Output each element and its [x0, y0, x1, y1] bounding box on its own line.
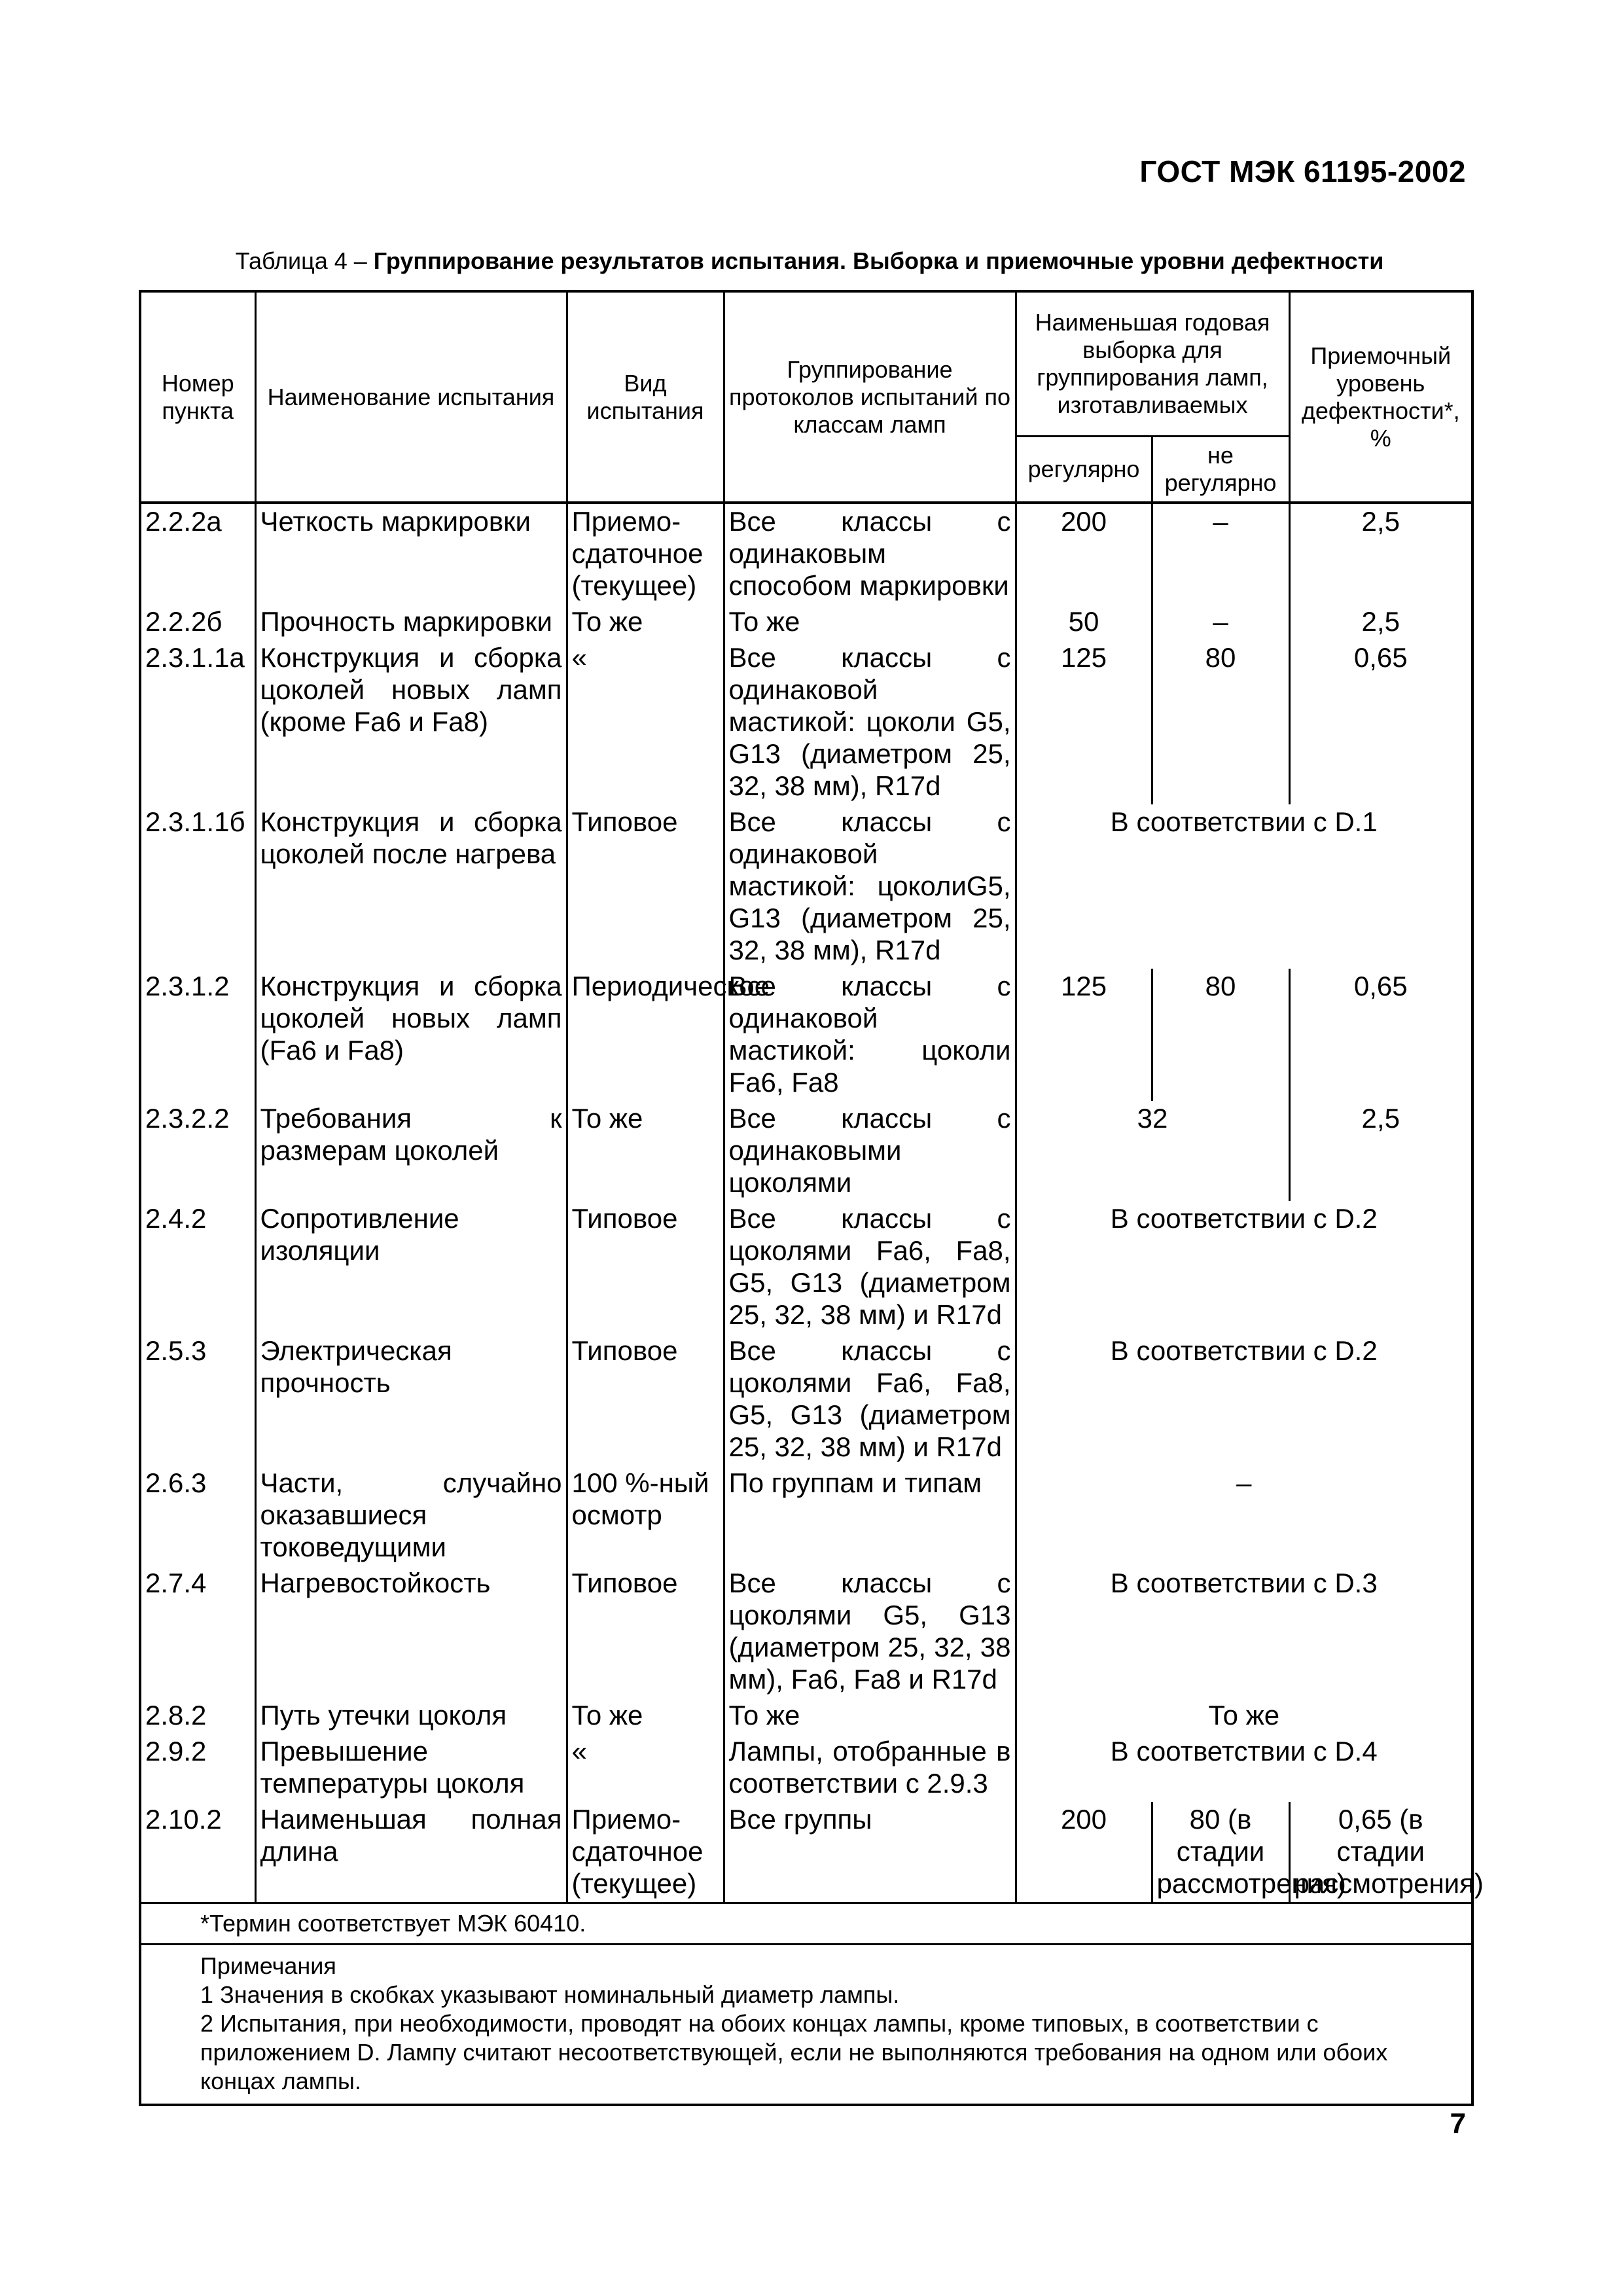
cell-type: Приемо-сдаточное (текущее) — [567, 503, 724, 604]
cell-aql: 0,65 — [1289, 969, 1472, 1101]
cell-type: То же — [567, 1698, 724, 1734]
cell-type: Приемо-сдаточное (текущее) — [567, 1802, 724, 1903]
results-table — [139, 290, 1484, 2106]
header-regular: регулярно — [1016, 437, 1152, 503]
note-1: 1 Значения в скобках указывают номинальный диаметр лампы. — [200, 1981, 900, 2008]
header-aql: Приемочный уровень дефектности*, % — [1289, 291, 1472, 503]
cell-number: 2.5.3 — [140, 1333, 255, 1465]
cell-regular: 125 — [1016, 640, 1152, 804]
cell-merged-conformity: В соответствии с D.2 — [1016, 1333, 1472, 1465]
cell-name: Четкость маркировки — [255, 503, 567, 604]
cell-name: Требования к размерам цоколей — [255, 1101, 567, 1201]
cell-name: Конструкция и сборка цоколей после нагрева — [255, 804, 567, 969]
header-irregular: не регулярно — [1152, 437, 1289, 503]
cell-aql: 2,5 — [1289, 503, 1472, 604]
cell-regular: 200 — [1016, 503, 1152, 604]
cell-type: То же — [567, 604, 724, 640]
header-number: Номер пункта — [140, 291, 255, 503]
cell-aql: 0,65 (в стадии рассмотрения) — [1289, 1802, 1472, 1903]
cell-merged-conformity: То же — [1016, 1698, 1472, 1734]
cell-name: Превышение температуры цоколя — [255, 1734, 567, 1802]
cell-type: Типовое — [567, 804, 724, 969]
table-notes — [140, 1945, 1472, 2106]
cell-number: 2.7.4 — [140, 1566, 255, 1698]
note-2: 2 Испытания, при необходимости, проводят на обоих концах лампы, кроме типовых, в соответствии с приложением D. Лампу считают несоответствующей, если не выполняются требования на одном или обоих концах лампы. — [200, 2010, 1388, 2094]
cell-name: Прочность маркировки — [255, 604, 567, 640]
cell-aql: 0,65 — [1289, 640, 1472, 804]
caption-title: Группирование результатов испытания. Выборка и приемочные уровни дефектности — [373, 247, 1384, 274]
cell-name: Сопротивление изоляции — [255, 1201, 567, 1333]
cell-name: Части, случайно оказавшиеся токоведущими — [255, 1465, 567, 1566]
cell-name: Конструкция и сборка цоколей новых ламп (Fa6 и Fa8) — [255, 969, 567, 1101]
cell-name: Нагревостойкость — [255, 1566, 567, 1698]
document-id: ГОСТ МЭК 61195-2002 — [1139, 154, 1466, 188]
cell-aql: 2,5 — [1289, 604, 1472, 640]
cell-name: Путь утечки цоколя — [255, 1698, 567, 1734]
cell-grouping: По группам и типам — [724, 1465, 1016, 1566]
header-sample: Наименьшая годовая выборка для группирования ламп, изготавливаемых — [1016, 291, 1289, 437]
cell-grouping: Все классы с одинаковыми цоколями — [724, 1101, 1016, 1201]
header-name: Наименование испытания — [255, 291, 567, 503]
notes-title: Примечания — [200, 1952, 336, 1979]
cell-type: Типовое — [567, 1566, 724, 1698]
cell-grouping: Все классы с одинаковой мастикой: цоколи Fa6, Fa8 — [724, 969, 1016, 1101]
cell-number: 2.3.1.1а — [140, 640, 255, 804]
cell-number: 2.9.2 — [140, 1734, 255, 1802]
cell-merged-conformity: В соответствии с D.1 — [1016, 804, 1472, 969]
caption-prefix: Таблица 4 – — [235, 247, 374, 274]
cell-regular: 200 — [1016, 1802, 1152, 1903]
cell-grouping: Все классы с цоколями Fa6, Fa8, G5, G13 (диаметром 25, 32, 38 мм) и R17d — [724, 1333, 1016, 1465]
cell-grouping: Все классы с одинаковым способом маркировки — [724, 503, 1016, 604]
cell-irregular: – — [1152, 604, 1289, 640]
cell-number: 2.2.2б — [140, 604, 255, 640]
cell-number: 2.4.2 — [140, 1201, 255, 1333]
cell-type: « — [567, 640, 724, 804]
cell-grouping: То же — [724, 1698, 1016, 1734]
cell-merged-conformity: В соответствии с D.3 — [1016, 1566, 1472, 1698]
cell-number: 2.3.1.1б — [140, 804, 255, 969]
cell-grouping: Все классы с одинаковой мастикой: цоколи G5, G13 (диаметром 25, 32, 38 мм), R17d — [724, 640, 1016, 804]
table-footnote: *Термин соответствует МЭК 60410. — [140, 1903, 1472, 1945]
cell-type: « — [567, 1734, 724, 1802]
cell-number: 2.3.1.2 — [140, 969, 255, 1101]
header-grouping: Группирование протоколов испытаний по классам ламп — [724, 291, 1016, 503]
cell-name: Конструкция и сборка цоколей новых ламп (кроме Fa6 и Fa8) — [255, 640, 567, 804]
cell-merged-conformity: В соответствии с D.4 — [1016, 1734, 1472, 1802]
cell-type: То же — [567, 1101, 724, 1201]
cell-type: Типовое — [567, 1333, 724, 1465]
cell-irregular: 80 — [1152, 640, 1289, 804]
cell-grouping: То же — [724, 604, 1016, 640]
cell-number: 2.8.2 — [140, 1698, 255, 1734]
cell-aql: 2,5 — [1289, 1101, 1472, 1201]
cell-irregular: – — [1152, 503, 1289, 604]
cell-number: 2.3.2.2 — [140, 1101, 255, 1201]
cell-grouping: Все классы с цоколями Fa6, Fa8, G5, G13 (диаметром 25, 32, 38 мм) и R17d — [724, 1201, 1016, 1333]
cell-type: Типовое — [567, 1201, 724, 1333]
table-caption — [139, 247, 1480, 275]
cell-type: Периодическое — [567, 969, 724, 1101]
cell-number: 2.6.3 — [140, 1465, 255, 1566]
cell-grouping: Все классы с одинаковой мастикой: цоколиG5, G13 (диаметром 25, 32, 38 мм), R17d — [724, 804, 1016, 969]
cell-irregular: 80 — [1152, 969, 1289, 1101]
page-number: 7 — [1450, 2108, 1466, 2140]
cell-regular: 50 — [1016, 604, 1152, 640]
cell-merged-conformity: – — [1016, 1465, 1472, 1566]
cell-grouping: Все группы — [724, 1802, 1016, 1903]
cell-name: Электрическая прочность — [255, 1333, 567, 1465]
cell-grouping: Все классы с цоколями G5, G13 (диаметром 25, 32, 38 мм), Fa6, Fa8 и R17d — [724, 1566, 1016, 1698]
cell-number: 2.10.2 — [140, 1802, 255, 1903]
cell-name: Наименьшая полная длина — [255, 1802, 567, 1903]
cell-sample-merged: 32 — [1016, 1101, 1289, 1201]
cell-irregular: 80 (в стадии рассмотрения) — [1152, 1802, 1289, 1903]
cell-type: 100 %-ный осмотр — [567, 1465, 724, 1566]
cell-number: 2.2.2а — [140, 503, 255, 604]
cell-regular: 125 — [1016, 969, 1152, 1101]
cell-grouping: Лампы, отобранные в соответствии с 2.9.3 — [724, 1734, 1016, 1802]
header-type: Вид испытания — [567, 291, 724, 503]
cell-merged-conformity: В соответствии с D.2 — [1016, 1201, 1472, 1333]
